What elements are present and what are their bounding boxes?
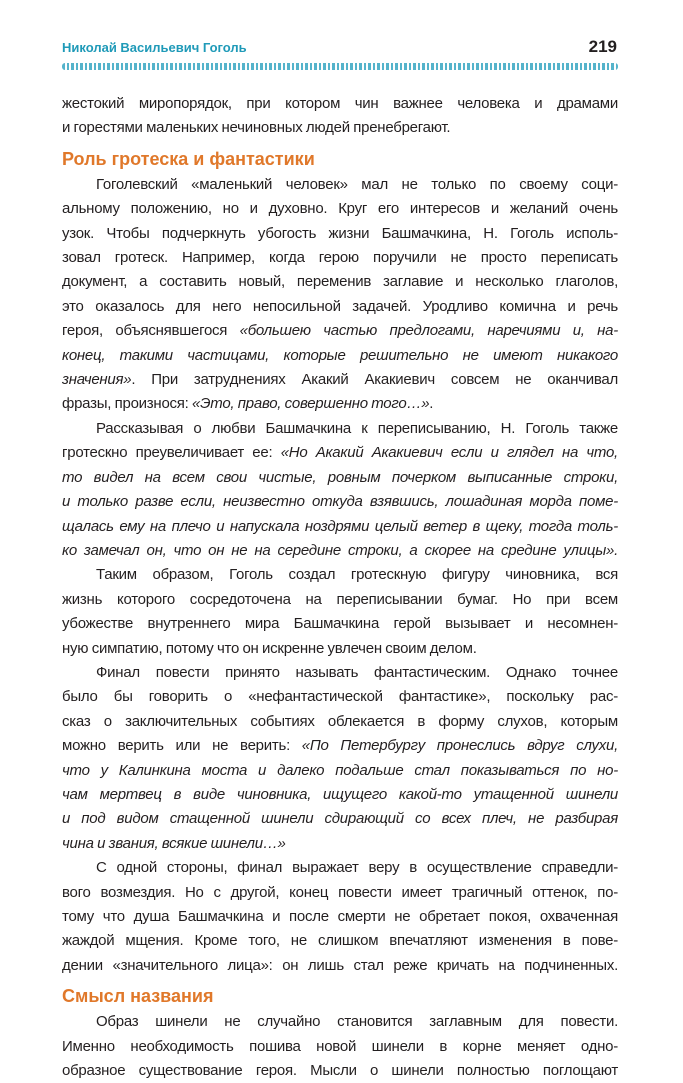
text-run: . При затруднениях Акакий Акакиевич совсем не оканчивал: [131, 371, 618, 389]
text-line: [62, 92, 618, 116]
quotation-italic: чам мертвец в виде чиновника, ищущего какой-то утащенной шинели: [62, 785, 618, 803]
text-line: [62, 612, 618, 636]
text-run: гротескно преувеличивает ее:: [62, 444, 281, 462]
text-run: жаждой мщения. Кроме того, не слишком впечатляют изменения в пове-: [62, 932, 618, 950]
quotation-italic: «По Петербургу пронеслись вдруг слухи,: [301, 737, 619, 755]
text-line: [62, 807, 618, 831]
text-run: С одной стороны, финал выражает веру в осуществление справедли-: [96, 859, 618, 877]
text-line: [62, 441, 618, 465]
quotation-italic: ко замечал он, что он не на середине строки, а скорее на средине улицы».: [62, 541, 618, 559]
decorative-ornament-divider: [62, 63, 618, 70]
text-run: и горестями маленьких нечиновных людей пренебрегают.: [62, 119, 451, 137]
text-run: сказ о заключительных событиях облекается в форму слухов, которым: [62, 712, 618, 730]
text-line: [62, 490, 618, 514]
text-line: [62, 856, 618, 880]
text-line: [62, 368, 618, 392]
text-run: .: [429, 395, 434, 413]
text-line: [62, 954, 618, 978]
text-run: было бы говорить о «нефантастической фантастике», поскольку рас-: [62, 688, 618, 706]
text-line: [62, 116, 618, 140]
text-run: фразы, произнося:: [62, 395, 192, 413]
text-run: убожестве внутреннего мира Башмачкина герой вызывает и несомнен-: [62, 615, 618, 633]
text-line: [62, 344, 618, 368]
quotation-italic: что у Калинкина моста и далеко подальше стал показываться по но-: [62, 761, 618, 779]
text-run: вого возмездия. Но с другой, конец повести имеет трагичный оттенок, по-: [62, 883, 618, 901]
text-run: Таким образом, Гоголь создал гротескную фигуру чиновника, вся: [96, 566, 618, 584]
text-line: [62, 1010, 618, 1034]
paragraph: [62, 417, 618, 563]
text-run: документ, а составить новый, переменив заглавие и несколько глаголов,: [62, 273, 618, 291]
text-line: [62, 295, 618, 319]
text-line: [62, 466, 618, 490]
paragraph: [62, 92, 618, 141]
quotation-italic: щалась ему на плечо и напускала ноздрями целый ветер в щеку, тогда толь-: [62, 517, 618, 535]
text-run: Гоголевский «маленький человек» мал не только по своему соци-: [96, 175, 618, 193]
text-line: [62, 515, 618, 539]
text-line: [62, 685, 618, 709]
text-line: [62, 905, 618, 929]
text-line: [62, 588, 618, 612]
running-head-author: Николай Васильевич Гоголь: [62, 40, 247, 55]
quotation-italic: «Это, право, совершенно того…»: [192, 395, 430, 413]
text-run: героя, объяснявшегося: [62, 322, 240, 340]
text-line: [62, 392, 618, 416]
quotation-italic: то видел на всем свои чистые, ровным почерком выписанные строки,: [62, 468, 618, 486]
text-run: жизнь которого сосредоточена на переписывании бумаг. Но при всем: [62, 590, 618, 608]
text-line: [62, 563, 618, 587]
text-line: [62, 1059, 618, 1083]
page-body-text: [62, 92, 618, 1083]
text-run: это оказалось для него непосильной задачей. Уродливо комична и речь: [62, 297, 618, 315]
text-line: [62, 661, 618, 685]
quotation-italic: и только разве если, неизвестно откуда взявшись, лошадиная морда поме-: [62, 493, 618, 511]
paragraph: [62, 173, 618, 417]
text-run: Образ шинели не случайно становится заглавным для повести.: [96, 1013, 618, 1031]
text-line: [62, 246, 618, 270]
text-run: зовал гротеск. Например, когда герою поручили не просто переписать: [62, 249, 618, 267]
text-run: Рассказывая о любви Башмачкина к переписыванию, Н. Гоголь также: [96, 419, 618, 437]
text-run: жестокий миропорядок, при котором чин важнее человека и драмами: [62, 95, 618, 112]
text-line: [62, 929, 618, 953]
text-line: [62, 734, 618, 758]
text-run: тому что душа Башмачкина и после смерти не обретает покоя, охваченная: [62, 908, 618, 925]
text-line: [62, 1035, 618, 1059]
quotation-italic: «большею частью предлогами, наречиями и, на-: [239, 322, 618, 340]
text-line: [62, 270, 618, 294]
text-line: [62, 173, 618, 197]
text-line: [62, 783, 618, 807]
text-line: [62, 759, 618, 783]
text-run: ную симпатию, потому что он искренне увлечен своим делом.: [62, 639, 477, 657]
text-line: [62, 197, 618, 221]
quotation-italic: и под видом стащенной шинели сдирающий со всех плеч, не разбирая: [62, 810, 618, 828]
text-line: [62, 832, 618, 856]
text-run: можно верить или не верить:: [62, 737, 302, 755]
paragraph: [62, 563, 618, 661]
text-line: [62, 319, 618, 343]
paragraph: [62, 661, 618, 856]
quotation-italic: конец, такими частицами, которые решительно не имеют никакого: [62, 346, 618, 364]
text-run: Именно необходимость пошива новой шинели в корне меняет одно-: [62, 1037, 618, 1055]
text-run: образное существование героя. Мысли о шинели полностью поглощают: [62, 1062, 618, 1080]
section-heading: Смысл названия: [62, 986, 214, 1007]
text-run: альному положению, но и духовно. Круг его интересов и желаний очень: [62, 200, 618, 218]
section-heading: Роль гротеска и фантастики: [62, 148, 315, 169]
text-line: [62, 637, 618, 661]
text-line: [62, 539, 618, 563]
text-line: [62, 417, 618, 441]
text-line: [62, 222, 618, 246]
quotation-italic: значения»: [62, 371, 132, 389]
page-number: 219: [588, 37, 617, 56]
paragraph: [62, 856, 618, 978]
text-line: [62, 710, 618, 734]
quotation-italic: чина и звания, всякие шинели…»: [62, 834, 286, 852]
text-run: узок. Чтобы подчеркнуть убогость жизни Башмачкина, Н. Гоголь исполь-: [62, 224, 618, 242]
paragraph: [62, 1010, 618, 1083]
text-run: Финал повести принято называть фантастическим. Однако точнее: [96, 663, 618, 681]
quotation-italic: «Но Акакий Акакиевич если и глядел на что,: [280, 444, 618, 462]
text-run: дении «значительного лица»: он лишь стал реже кричать на подчиненных.: [62, 956, 618, 974]
text-line: [62, 881, 618, 905]
